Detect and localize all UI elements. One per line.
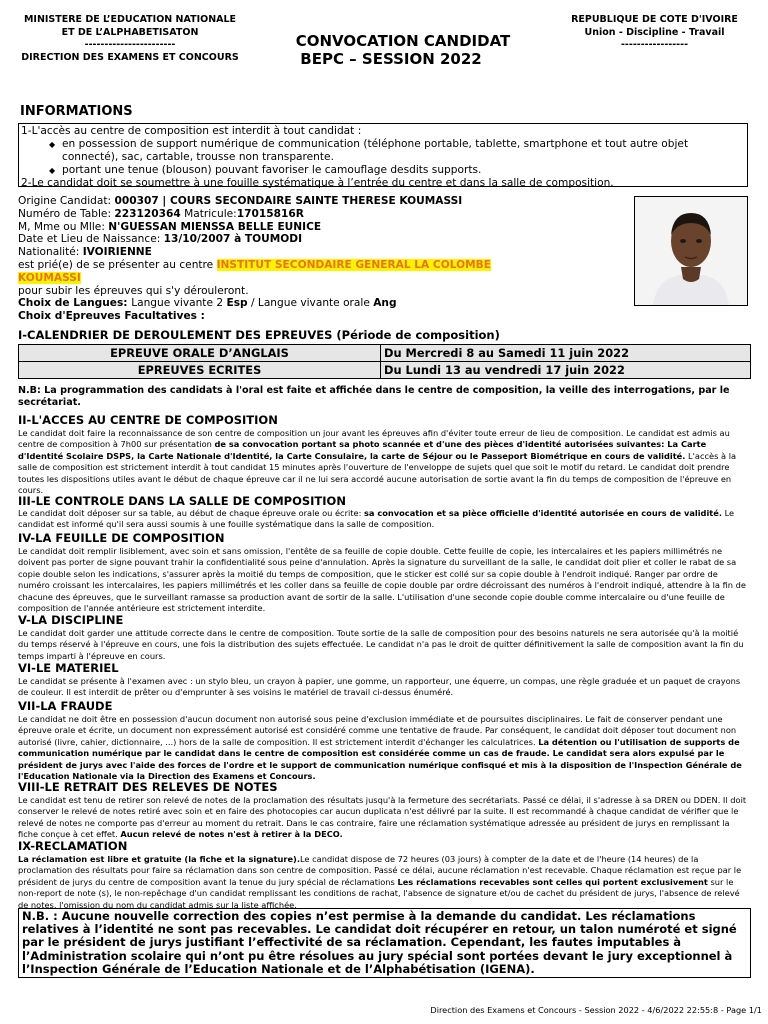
section-material-text: Le candidat se présente à l'examen avec : un stylo bleu, un crayon à papier, une gomme, un rapporteur, une équerre, un compas, une règle graduée et un paquet de crayons de couleur. Il est interdit de prêter ou d'emprunter à ses voisins le matériel de travail ci-dessus énuméré. (18, 676, 741, 698)
section-control-text: Le candidat doit déposer sur sa table, au début de chaque épreuve orale ou écrite: sa convocation et sa pièce officielle d'identité autorisée en cours de validité. Le candidat est informé qu'il sera aussi soumis à une fouille systématique dans la salle de composition. (18, 508, 735, 530)
title-line-1: CONVOCATION CANDIDAT (295, 32, 511, 50)
calendar-note: N.B: La programmation des candidats à l'oral est faite et affichée dans le centre de composition, la veille des interrogations, par le secrétariat. (18, 385, 730, 408)
birth-row: Date et Lieu de Naissance: 13/10/2007 à TOUMODI (18, 233, 303, 246)
final-note-box: N.B. : Aucune nouvelle correction des copies n’est permise à la demande du candidat. Les réclamations relatives à l’identité ne sont pas recevables. Le candidat doit récupérer en retour, un talon numéroté et signé par le président de jurys justifiant l’effectivité de sa réclamation. Cependant, les fautes imputables à l’Administration scolaire qui n’ont pu être résolues au jury spécial sont portées devant le jury exceptionnel à l’Inspection Générale de l’Education Nationale et de l’Alphabétisation (IGENA). (18, 908, 751, 978)
epreuve-cell: EPREUVE ORALE D’ANGLAIS (19, 345, 381, 362)
lang-value-1: Esp (226, 297, 248, 310)
section-discipline-title: V-LA DISCIPLINE (18, 613, 124, 627)
calendar-table (18, 344, 751, 379)
section-access-title: II-L'ACCES AU CENTRE DE COMPOSITION (18, 413, 278, 427)
name-row: M, Mme ou Mlle: N'GUESSAN MIENSSA BELLE EUNICE (18, 220, 322, 233)
calendar-row (19, 345, 751, 362)
info-line-2: 2-Le candidat doit se soumettre à une fouille systématique à l’entrée du centre et dans la salle de composition. (21, 177, 614, 189)
ministry-separator: ----------------------- (84, 39, 176, 50)
informations-box (18, 123, 748, 187)
info-line-1: 1-L'accès au centre de composition est interdit à tout candidat : (21, 125, 362, 137)
origin-row: Origine Candidat: 000307 | COURS SECONDAIRE SAINTE THERESE KOUMASSI (18, 195, 463, 207)
languages-row: Choix de Langues: Langue vivante 2 Esp / Langue vivante orale Ang (18, 297, 397, 310)
info-bullet: ◆ portant une tenue (blouson) pouvant favoriser le camouflage desdits supports. (49, 164, 482, 176)
section-grades-title: VIII-LE RETRAIT DES RELEVES DE NOTES (18, 780, 278, 794)
section-claim-title: IX-RECLAMATION (18, 839, 128, 853)
candidate-photo (634, 196, 748, 306)
title-line-2: BEPC – SESSION 2022 (300, 49, 482, 68)
undergo-row: pour subir les épreuves qui s'y dérouleront. (18, 284, 249, 297)
republic-header (552, 14, 757, 52)
section-access-text: Le candidat doit faire la reconnaissance de son centre de composition un jour avant les épreuves afin d'éviter toute erreur de lieu de composition. Le candidat est admis au centre de composition à 7h00 sur présentation de sa convocation portant sa photo scannée et d'une des pièces d'identité autorisées suivantes: La Carte d'Identité Scolaire DSPS, la Carte Nationale d'Identité, la Carte Consulaire, la carte de Séjour ou le Passeport Biométrique en cours de validité. L'accès à la salle de composition est strictement interdit à tout candidat 15 minutes après l'ouverture de l'enveloppe de sujets quel que soit le motif du retard. Le candidat doit prendre toutes les dispositions utiles avant le début de chaque épreuve car il ne lui sera accordé aucune autorisation de sortie avant la fin du temps de composition de l'épreuve en cours. (18, 428, 737, 496)
document-title (258, 33, 548, 68)
info-bullets (21, 138, 745, 177)
calendar-title: I-CALENDRIER DE DEROULEMENT DES EPREUVES (Période de composition) (18, 328, 500, 342)
portrait-photo-icon (635, 197, 747, 305)
center-name: INSTITUT SECONDAIRE GENERAL LA COLOMBE (216, 258, 491, 271)
ministry-header (14, 14, 246, 64)
republic-line: REPUBLIQUE DE COTE D'IVOIRE (571, 14, 738, 25)
ministry-line: MINISTERE DE L’EDUCATION NATIONALE (23, 14, 237, 25)
diamond-bullet-icon: ◆ (49, 166, 56, 175)
matricule: 17015816R (236, 207, 304, 220)
section-sheet-title: IV-LA FEUILLE DE COMPOSITION (18, 531, 225, 545)
section-control-title: III-LE CONTROLE DANS LA SALLE DE COMPOSITION (18, 494, 346, 508)
section-discipline-text: Le candidat doit garder une attitude correcte dans le centre de composition. Toute sortie de la salle de composition pour des besoins naturels ne sera autorisée qu'à la moitié du temps réservé à l'épreuve en cours, une fois la distribution des sujets effectuée. Le candidat n'a pas le droit de quitter définitivement la salle de composition avant la fin du temps imparti à l'épreuve en cours. (18, 628, 744, 661)
nationality-row: Nationalité: IVOIRIENNE (18, 246, 152, 259)
optional-row: Choix d'Epreuves Facultatives : (18, 310, 205, 323)
page-footer: Direction des Examens et Concours - Session 2022 - 4/6/2022 22:55:8 - Page 1/1 (430, 1005, 762, 1015)
section-material-title: VI-LE MATERIEL (18, 661, 119, 675)
birth-value: 13/10/2007 à TOUMODI (163, 233, 303, 246)
date-cell: Du Mercredi 8 au Samedi 11 juin 2022 (381, 345, 751, 362)
direction-line: DIRECTION DES EXAMENS ET CONCOURS (21, 51, 239, 63)
section-claim-text: La réclamation est libre et gratuite (la fiche et la signature).Le candidat dispose de 72 heures (03 jours) à compter de la date et de l'heure (14 heures) de la proclamation des résultats pour faire sa réclamation dans son centre de composition. Passé ce délai, aucune réclamation n'est recevable. Chaque réclamation est reçue par le président de jurys du centre de composition avant la tenue du jury spécial de réclamations Les réclamations recevables sont celles qui portent exclusivement sur le non-report de note (s), le non-repêchage d'un candidat remplissant les conditions de rachat, l'absence de signature et/ou de cachet du président de jurys, l'absence de relevé de notes, l'omission du nom du candidat admis sur la liste affichée. (18, 854, 742, 910)
section-sheet-text: Le candidat doit remplir lisiblement, avec soin et sans omission, l'entête de sa feuille de copie double. Cette feuille de copie, les intercalaires et les papiers millimétrés ne doivent pas porter de signe pouvant trahir la confidentialité sous peine d'annulation. Après la signature du surveillant de la salle, le candidat doit plier et coller le rabat de sa copie double selon les indications, s'assurer après la moitié du temps de composition, que le sticker est collé sur sa copie double à l'endroit indiqué. Ranger par ordre de numéro croissant les intercalaires, les papiers millimétrés et les coller dans sa feuille de copie double par ordre décroissant des numéros à l'endroit indiqué, attendre à la fin de chacune des épreuves, que le surveillant ramasse sa production avant de sortir de la salle. L'utilisation d'une seconde copie double comme intercalaire ou d'une feuille de composition de l'année antérieure est strictement interdite. (18, 546, 746, 614)
nationality: IVOIRIENNE (82, 246, 152, 259)
calendar-row (19, 362, 751, 379)
table-row: Numéro de Table: 223120364 Matricule:17015816R (18, 207, 304, 220)
section-grades-text: Le candidat est tenu de retirer son relevé de notes de la proclamation des résultats jusqu'à la fermeture des secrétariats. Passé ce délai, il s'adresse à sa DREN ou DDEN. Il doit conserver le relevé de notes retiré avec soin et en faire des photocopies car aucun duplicata n'est délivré par la suite. Il est recommandé à chaque candidat de vérifier que le relevé de notes ne comporte pas d'erreur au moment du retrait. Dans le cas contraire, faire une réclamation systématique adressée au président de jurys en remplissant la fiche conçue à cet effet. Aucun relevé de notes n'est à retirer à la DECO. (18, 795, 747, 840)
date-cell: Du Lundi 13 au vendredi 17 juin 2022 (381, 362, 751, 379)
motto-line: Union - Discipline - Travail (584, 26, 725, 38)
table-number: 223120364 (114, 207, 181, 220)
diamond-bullet-icon: ◆ (49, 140, 56, 149)
republic-separator: ----------------- (620, 39, 689, 50)
origin-value: 000307 | COURS SECONDAIRE SAINTE THERESE KOUMASSI (114, 195, 463, 207)
informations-title: INFORMATIONS (20, 104, 133, 119)
lang-value-2: Ang (373, 297, 397, 310)
info-bullet: ◆ en possession de support numérique de communication (téléphone portable, tablette, smartphone et tout autre objet connecté), sac, cartable, trousse non transparente. (49, 138, 689, 163)
center-row-2 (18, 272, 618, 285)
candidate-name: N'GUESSAN MIENSSA BELLE EUNICE (108, 220, 322, 233)
candidate-info (18, 195, 618, 323)
center-row: est prié(e) de se présenter au centre INSTITUT SECONDAIRE GENERAL LA COLOMBE (18, 258, 491, 271)
center-city: KOUMASSI (18, 271, 81, 284)
epreuve-cell: EPREUVES ECRITES (19, 362, 381, 379)
ministry-line: ET DE L’ALPHABETISATON (61, 26, 199, 38)
section-fraud-text: Le candidat ne doit être en possession d'aucun document non autorisé sous peine d'exclusion immédiate et de poursuites disciplinaires. Le fait de conserver pendant une épreuve orale et écrite, un document non expressément autorisé est considéré comme une tentative de fraude. Par conséquent, le candidat doit déposer tout document non autorisé (livre, cahier, dictionnaire, ...) hors de la salle de composition. Il est strictement interdit d'échanger les calculatrices. La détention ou l'utilisation de supports de communication numérique par le candidat dans le centre de composition est considérée comme un cas de fraude. Le candidat sera alors expulsé par le président de jurys avec l'aide des forces de l'ordre et le support de communication numérique confisqué et mis à la disposition de l'Inspection Générale de l'Education Nationale via la Direction des Examens et Concours. (18, 714, 742, 782)
section-fraud-title: VII-LA FRAUDE (18, 699, 113, 713)
